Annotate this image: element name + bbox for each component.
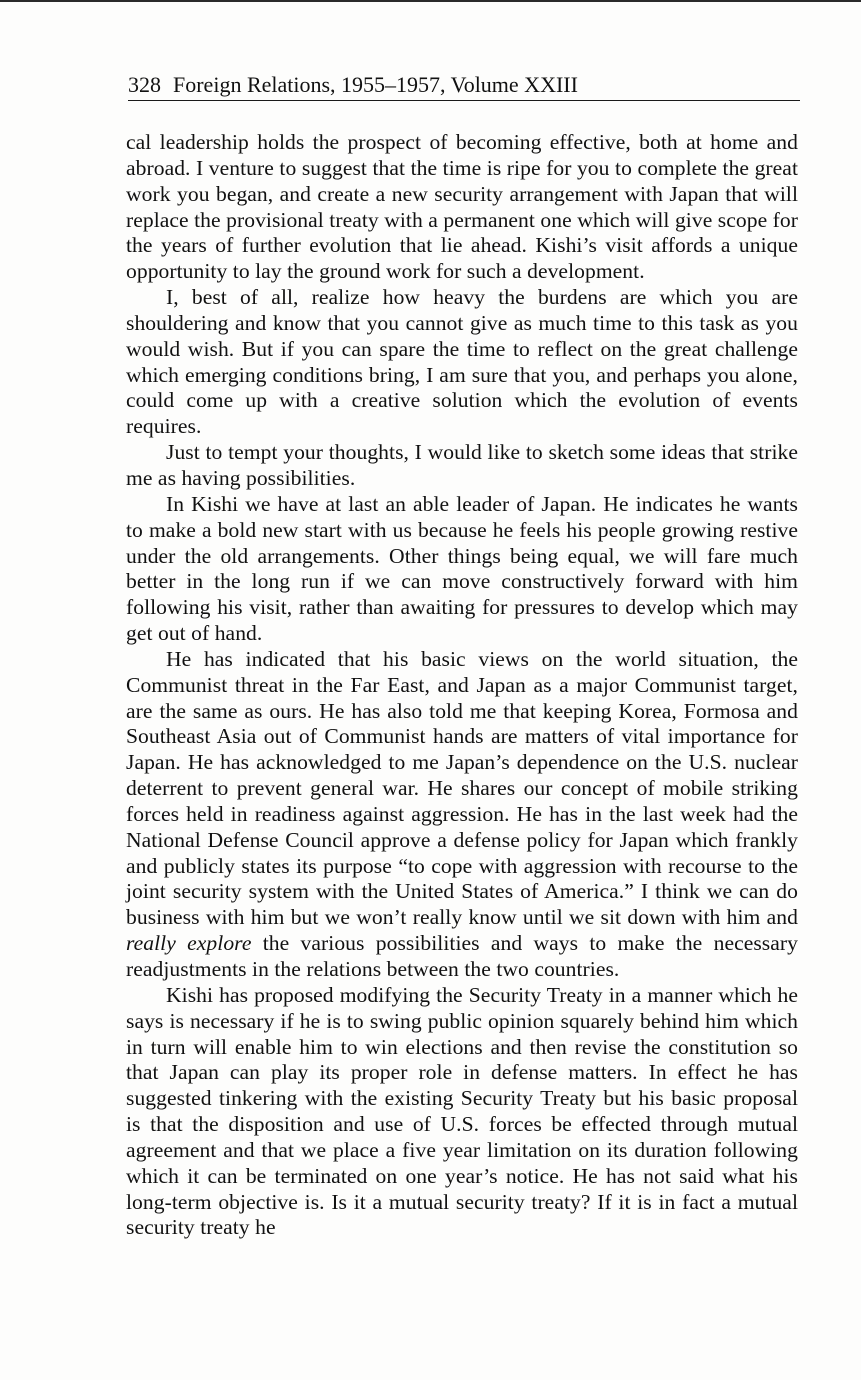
paragraph-5 <box>126 647 798 983</box>
scan-edge <box>0 0 861 2</box>
paragraph-5-text-after: the various possibilities and ways to make the necessary readjustments in the relations between the two countries. <box>126 931 798 981</box>
paragraph-5-text-before: He has indicated that his basic views on the world situation, the Communist threat in the Far East, and Japan as a major Communist target, are the same as ours. He has also told me that keeping Korea, Formosa and Southeast Asia out of Communist hands are matters of vital importance for Japan. He has acknowledged to me Japan’s dependence on the U.S. nuclear deterrent to prevent general war. He shares our concept of mobile striking forces held in readiness against aggression. He has in the last week had the National Defense Council approve a defense policy for Japan which frankly and publicly states its purpose “to cope with aggression with recourse to the joint security system with the United States of America.” I think we can do business with him but we won’t really know until we sit down with him and <box>126 646 798 930</box>
paragraph-1: cal leadership holds the prospect of becoming effective, both at home and abroad. I venture to suggest that the time is ripe for you to complete the great work you began, and create a new security arrangement with Japan that will replace the provisional treaty with a permanent one which will give scope for the years of further evolution that lie ahead. Kishi’s visit affords a unique opportunity to lay the ground work for such a development. <box>126 130 798 284</box>
paragraph-2: I, best of all, realize how heavy the burdens are which you are shouldering and know that you cannot give as much time to this task as you would wish. But if you can spare the time to reflect on the great challenge which emerging conditions bring, I am sure that you, and perhaps you alone, could come up with a creative solution which the evolution of events requires. <box>126 285 798 439</box>
body-text <box>126 130 798 1241</box>
paragraph-3: Just to tempt your thoughts, I would like to sketch some ideas that strike me as having possibilities. <box>126 440 798 490</box>
paragraph-4: In Kishi we have at last an able leader of Japan. He indicates he wants to make a bold new start with us because he feels his people growing restive under the old arrangements. Other things being equal, we will fare much better in the long run if we can move constructively forward with him following his visit, rather than awaiting for pressures to develop which may get out of hand. <box>126 491 798 646</box>
page-number: 328 <box>128 72 161 97</box>
paragraph-6: Kishi has proposed modifying the Security Treaty in a manner which he says is necessary if he is to swing public opinion squarely behind him which in turn will enable him to win elections and then revise the constitution so that Japan can play its proper role in defense matters. In effect he has suggested tinkering with the existing Security Treaty but his basic proposal is that the disposition and use of U.S. forces be effected through mutual agreement and that we place a five year limitation on its duration following which it can be terminated on one year’s notice. He has not said what his long-term objective is. Is it a mutual security treaty? If it is in fact a mutual security treaty he <box>126 982 798 1240</box>
volume-title: Foreign Relations, 1955–1957, Volume XXIII <box>173 72 578 97</box>
emphasis-really-explore: really explore <box>126 931 252 956</box>
running-header <box>128 70 800 101</box>
